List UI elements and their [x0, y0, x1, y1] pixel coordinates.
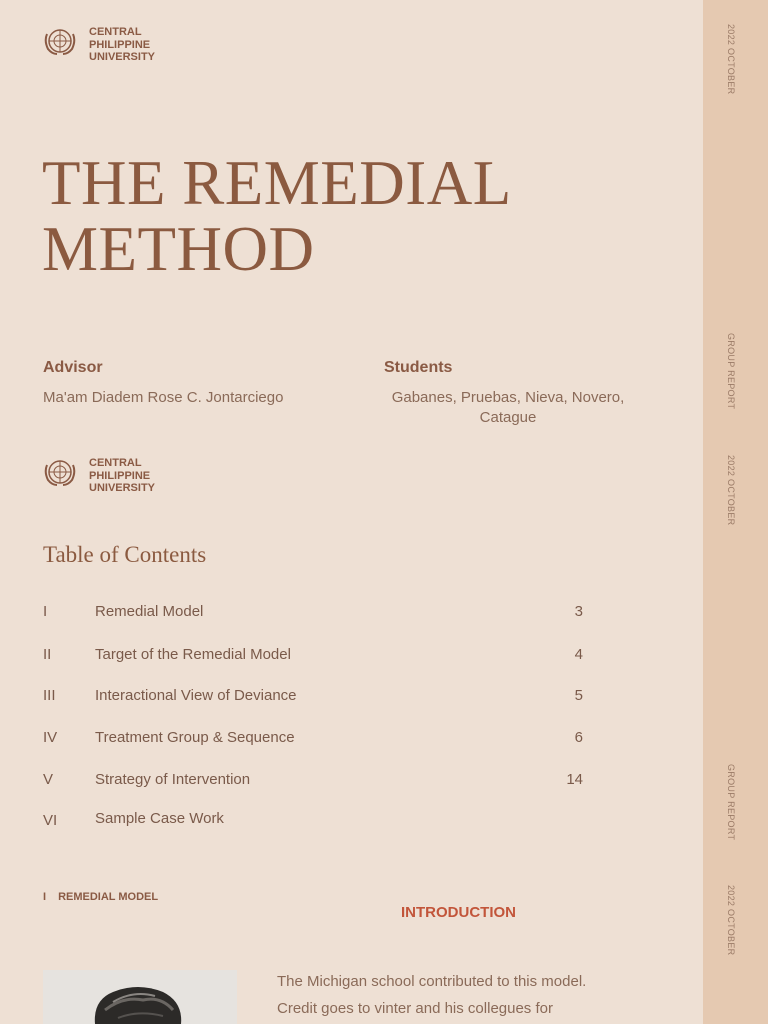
toc-page: 5: [574, 687, 583, 704]
university-logo: [43, 457, 155, 495]
toc-number: I: [43, 603, 48, 620]
section-title: REMEDIAL MODEL: [58, 891, 159, 903]
toc-page: 4: [574, 646, 583, 663]
toc-title: Interactional View of Deviance: [95, 687, 297, 704]
toc-heading: Table of Contents: [43, 542, 207, 567]
students-names: Gabanes, Pruebas, Nieva, Novero, Catague: [391, 389, 625, 426]
toc-page: 14: [566, 771, 583, 788]
side-label-date: 2022 OCTOBER: [726, 455, 736, 526]
toc-title: Sample Case Work: [95, 810, 224, 827]
side-label-report: GROUP REPORT: [726, 333, 736, 410]
toc-page: 3: [574, 603, 583, 620]
intro-paragraph: The Michigan school contributed to this model. Credit goes to vinter and his collegues for: [277, 973, 587, 1017]
toc-entry[interactable]: [43, 603, 583, 623]
toc-number: IV: [43, 729, 58, 746]
toc-number: II: [43, 646, 52, 663]
side-label-report: GROUP REPORT: [726, 764, 736, 841]
page-title: THE REMEDIAL METHOD: [42, 148, 512, 284]
toc-number: III: [43, 687, 56, 704]
toc-entry[interactable]: [43, 687, 583, 707]
portrait-photo: [43, 970, 237, 1024]
toc-title: Treatment Group & Sequence: [95, 729, 295, 746]
university-name: CENTRAL PHILIPPINE UNIVERSITY: [89, 26, 156, 63]
toc-title: Remedial Model: [95, 603, 204, 620]
section-header: [43, 891, 158, 903]
toc-number: V: [43, 771, 54, 788]
side-label-date: 2022 OCTOBER: [726, 885, 736, 956]
advisor-label: Advisor: [43, 359, 103, 376]
advisor-name: Ma'am Diadem Rose C. Jontarciego: [43, 389, 284, 406]
toc-page: 6: [574, 729, 583, 746]
toc-entry[interactable]: [43, 646, 583, 666]
toc-number: VI: [43, 812, 58, 829]
university-name: CENTRAL PHILIPPINE UNIVERSITY: [89, 457, 156, 494]
students-label: Students: [384, 359, 453, 376]
un-emblem-icon: [43, 26, 77, 56]
section-number: I: [43, 891, 47, 903]
toc-title: Strategy of Intervention: [95, 771, 251, 788]
toc-entry[interactable]: [43, 771, 583, 791]
un-emblem-icon: [43, 457, 77, 487]
toc-title: Target of the Remedial Model: [95, 646, 291, 663]
side-label-date: 2022 OCTOBER: [726, 24, 736, 95]
toc-entry[interactable]: [43, 810, 583, 830]
toc-entry[interactable]: [43, 729, 583, 749]
university-logo: [43, 26, 155, 64]
intro-heading: INTRODUCTION: [401, 904, 516, 921]
